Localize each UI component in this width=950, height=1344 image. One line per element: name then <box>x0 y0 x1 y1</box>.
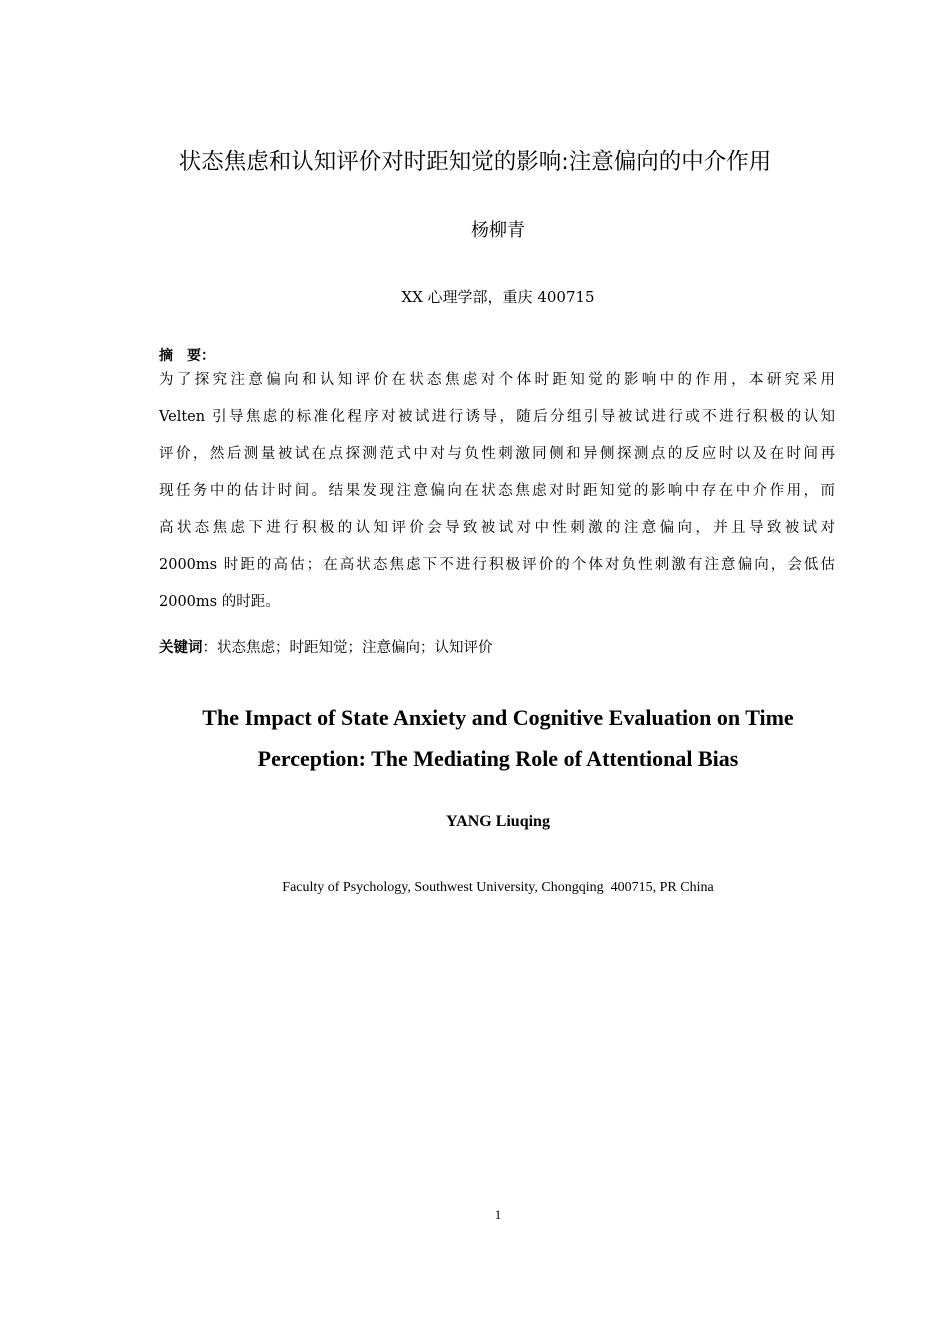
chinese-title: 状态焦虑和认知评价对时距知觉的影响:注意偏向的中介作用 <box>178 149 772 175</box>
abstract-line: Velten 引导焦虑的标准化程序对被试进行诱导，随后分组引导被试进行或不进行积极的认知 <box>159 409 835 425</box>
keywords-row <box>159 637 493 659</box>
english-title-line-2: Perception: The Mediating Role of Attentional Bias <box>257 746 739 771</box>
english-title-line-1: The Impact of State Anxiety and Cognitive Evaluation on Time <box>202 705 794 730</box>
english-title <box>0 697 950 779</box>
abstract-body <box>159 369 835 628</box>
keywords-text: 状态焦虑；时距知觉；注意偏向；认知评价 <box>217 640 493 656</box>
english-author: YANG Liuqing <box>446 813 550 830</box>
english-affiliation: Faculty of Psychology, Southwest University, Chongqing 400715, PR China <box>282 880 714 895</box>
abstract-line: 为了探究注意偏向和认知评价在状态焦虑对个体时距知觉的影响中的作用，本研究采用 <box>159 372 835 388</box>
abstract-line: 现任务中的估计时间。结果发现注意偏向在状态焦虑对时距知觉的影响中存在中介作用，而 <box>159 483 835 499</box>
abstract-label: 摘 要： <box>159 348 215 364</box>
abstract-line: 2000ms 时距的高估；在高状态焦虑下不进行积极评价的个体对负性刺激有注意偏向，会低估 <box>159 557 835 573</box>
keywords-label: 关键词 <box>159 640 203 656</box>
page-number: 1 <box>494 1207 502 1222</box>
chinese-author: 杨柳青 <box>471 220 525 241</box>
chinese-affiliation: XX 心理学部，重庆 400715 <box>401 288 595 306</box>
abstract-line: 2000ms 的时距。 <box>159 594 280 610</box>
keywords-separator: ： <box>202 640 217 656</box>
abstract-line: 高状态焦虑下进行积极的认知评价会导致被试对中性刺激的注意偏向，并且导致被试对 <box>159 520 835 536</box>
abstract-line: 评价，然后测量被试在点探测范式中对与负性刺激同侧和异侧探测点的反应时以及在时间再 <box>159 446 835 462</box>
